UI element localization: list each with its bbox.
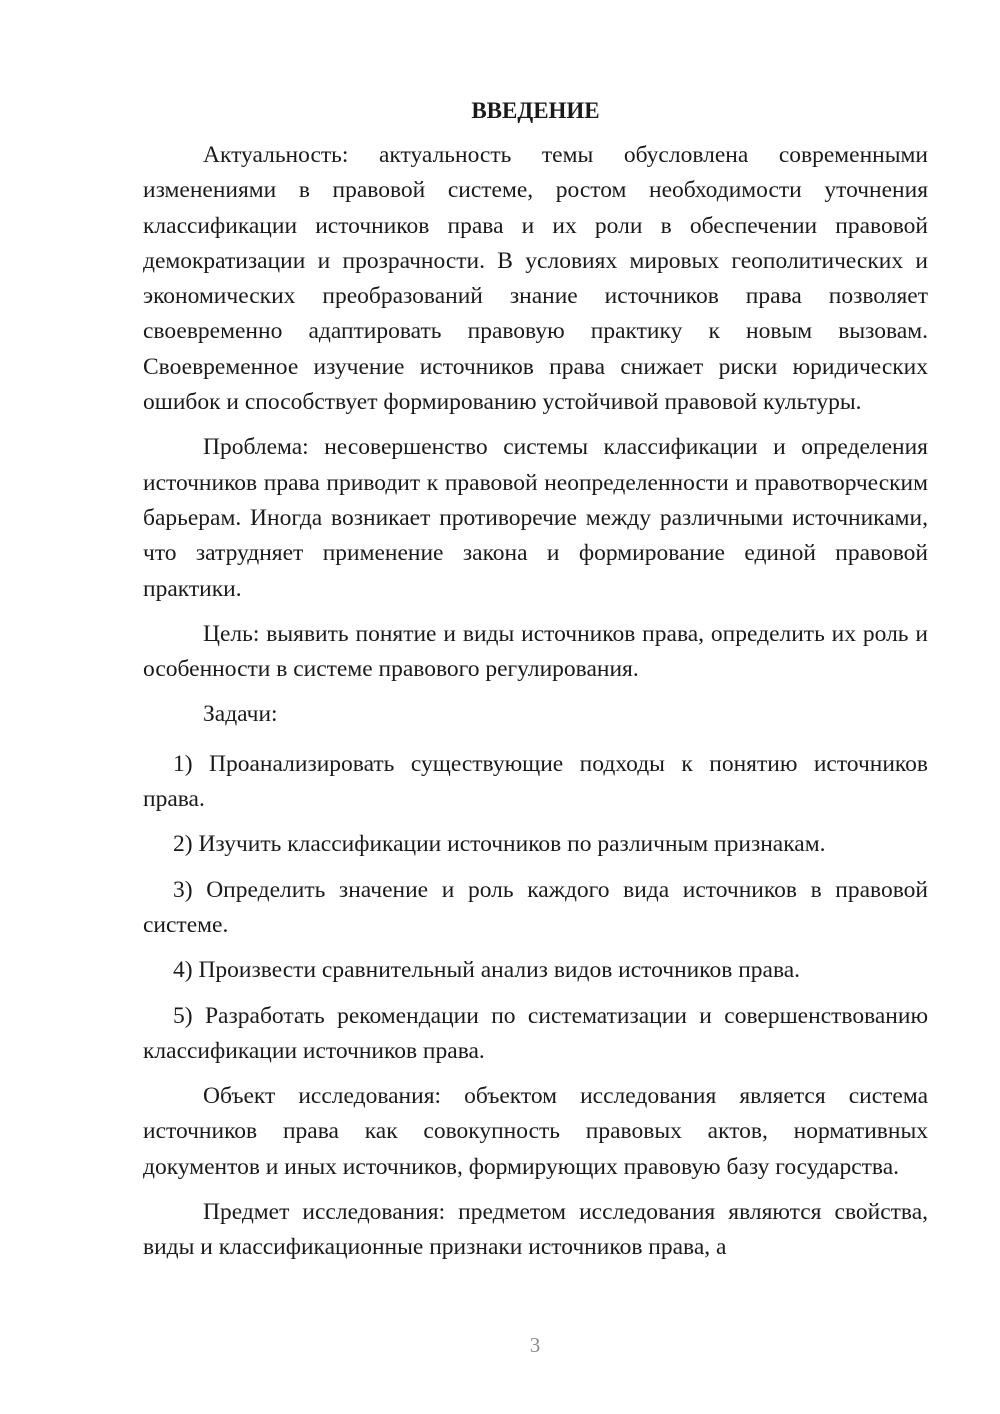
page-number: 3 [529, 1333, 541, 1357]
task-item-3: 3) Определить значение и роль каждого вида источников в правовой системе. [143, 876, 928, 938]
task-item-2: 2) Изучить классификации источников по различным признакам. [173, 831, 826, 858]
paragraph-problem: Проблема: несовершенство системы классификации и определения источников права приводит к правовой неопределенности и правотворческим барьерам. Иногда возникает противоречие между различными источниками, что затрудняет применение закона и формирование единой правовой практики. [143, 434, 928, 602]
paragraph-goal: Цель: выявить понятие и виды источников права, определить их роль и особенности в системе правового регулирования. [143, 620, 928, 683]
page-content [143, 92, 928, 1266]
task-item-5: 5) Разработать рекомендации по систематизации и совершенствованию классификации источников права. [143, 1002, 928, 1064]
task-item-4: 4) Произвести сравнительный анализ видов источников права. [173, 957, 801, 984]
section-title: ВВЕДЕНИЕ [471, 98, 600, 123]
paragraph-subject: Предмет исследования: предметом исследования являются свойства, виды и классификационные признаки источников права, а [143, 1199, 928, 1261]
tasks-heading: Задачи: [203, 701, 278, 728]
task-item-1: 1) Проанализировать существующие подходы к понятию источников права. [143, 750, 928, 813]
paragraph-relevance: Актуальность: актуальность темы обусловлена современными изменениями в правовой системе, ростом необходимости уточнения классификации источников права и их роли в обеспечении правовой демократизации и прозрачности. В условиях мировых геополитических и экономических преобразований знание источников права позволяет своевременно адаптировать правовую практику к новым вызовам. Своевременное изучение источников права снижает риски юридических ошибок и способствует формированию устойчивой правовой культуры. [143, 142, 928, 416]
paragraph-object: Объект исследования: объектом исследования является система источников права как совокупность правовых актов, нормативных документов и иных источников, формирующих правовую базу государства. [143, 1083, 928, 1180]
